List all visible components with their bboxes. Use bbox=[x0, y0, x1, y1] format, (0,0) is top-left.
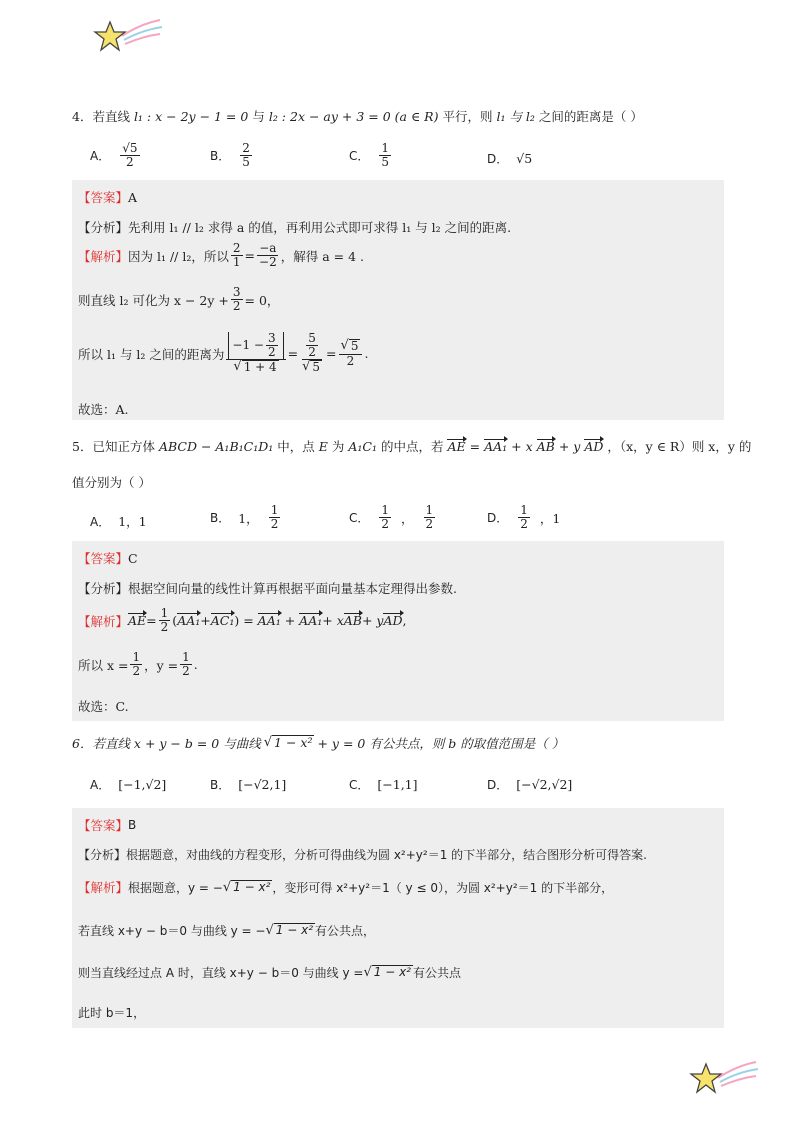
fraction bbox=[269, 504, 281, 531]
numerator: 1 bbox=[520, 503, 528, 517]
denominator: 1 bbox=[232, 255, 241, 270]
answer-value: A bbox=[128, 189, 138, 205]
q5-stem-text: 值分别为（ ） bbox=[72, 475, 151, 490]
solution-text: ，y = bbox=[144, 657, 179, 673]
numerator: 3 bbox=[232, 285, 241, 299]
vector-aa1: AA₁ bbox=[257, 613, 281, 629]
solution-text: 有公共点 bbox=[412, 966, 461, 980]
fraction bbox=[266, 332, 278, 359]
star-decoration-bottom-icon bbox=[688, 1056, 760, 1102]
q5-cube-name: ABCD − A₁B₁C₁D₁ bbox=[158, 439, 274, 454]
q4-solution-row-3 bbox=[78, 332, 368, 375]
q5-stem-text: ，（x，y ∈ R）则 x，y 的 bbox=[607, 439, 752, 454]
radicand: 5 bbox=[350, 339, 359, 354]
q6-option-d[interactable] bbox=[487, 776, 572, 793]
fraction bbox=[518, 504, 530, 531]
q5-stem-line-2 bbox=[72, 473, 151, 491]
denominator: 2 bbox=[346, 353, 355, 368]
option-letter: C． bbox=[349, 778, 370, 792]
option-letter: B． bbox=[210, 149, 231, 164]
radicand: 1 − x² bbox=[233, 879, 271, 894]
q5-stem-line-1 bbox=[72, 437, 751, 455]
q6-stem-text: + y = 0 有公共点，则 b 的取值范围是（ ） bbox=[317, 736, 565, 751]
q4-solution-row-1 bbox=[78, 242, 364, 269]
solution-text: 则当直线经过点 A 时，直线 x+y − b＝0 与曲线 y = bbox=[78, 966, 364, 980]
denominator: 2 bbox=[520, 517, 528, 532]
option-letter: A． bbox=[90, 149, 111, 164]
numerator: 1 bbox=[381, 503, 390, 517]
answer-value: C bbox=[128, 550, 138, 566]
sqrt bbox=[265, 923, 315, 938]
q4-analysis-row bbox=[78, 218, 511, 236]
plus-x: + x bbox=[511, 439, 533, 454]
plus-y: + y bbox=[361, 613, 384, 629]
analysis-tag: 【分析】 bbox=[78, 581, 129, 596]
answer-tag: 【答案】 bbox=[78, 551, 129, 566]
choose-text: 故选：C. bbox=[78, 699, 129, 714]
sqrt bbox=[223, 880, 273, 895]
q4-stem-text: 4．若直线 bbox=[72, 109, 130, 124]
denominator: −2 bbox=[259, 255, 277, 270]
equals-sign: = bbox=[244, 248, 256, 264]
denominator: 5 bbox=[381, 155, 390, 170]
distance-fraction bbox=[226, 332, 285, 375]
equals-sign: = bbox=[326, 346, 337, 362]
q6-stem bbox=[72, 734, 564, 752]
radicand: 1 − x² bbox=[373, 965, 411, 979]
q5-solution-row-2 bbox=[78, 651, 198, 678]
q6-stem-text: 6．若直线 x + y − b = 0 与曲线 bbox=[72, 736, 261, 751]
fraction bbox=[379, 142, 391, 169]
choose-text: 故选：A. bbox=[78, 402, 129, 417]
sqrt bbox=[363, 965, 413, 980]
fraction bbox=[120, 142, 139, 169]
sqrt bbox=[264, 735, 315, 750]
star-decoration-top-icon bbox=[92, 14, 164, 60]
vector-ae: AE bbox=[447, 439, 466, 454]
solution-text: 因为 l₁ // l₂，所以 bbox=[128, 248, 229, 264]
solution-tag: 【解析】 bbox=[78, 248, 129, 264]
solution-text: 此时 b＝1， bbox=[78, 1006, 146, 1020]
q5-options bbox=[90, 504, 722, 538]
option-value: √5 bbox=[516, 151, 533, 166]
fraction bbox=[339, 339, 363, 368]
numerator: 2 bbox=[232, 241, 241, 255]
option-letter: B． bbox=[210, 778, 231, 792]
numerator: 1 bbox=[425, 503, 434, 517]
numerator: 5 bbox=[308, 331, 316, 345]
q5-stem-text: 为 bbox=[331, 439, 345, 454]
denominator: 2 bbox=[308, 345, 316, 360]
q4-answer-row bbox=[78, 188, 137, 206]
denominator: 2 bbox=[160, 620, 169, 635]
option-value: 1， bbox=[238, 510, 259, 526]
q4-stem-lines: l₁ 与 l₂ bbox=[496, 109, 535, 124]
denominator: 2 bbox=[182, 664, 190, 679]
denominator: 2 bbox=[132, 664, 141, 679]
q5-stem-text: 的中点，若 bbox=[380, 439, 444, 454]
q4-solution-row-2 bbox=[78, 286, 279, 313]
q4-option-d[interactable] bbox=[487, 150, 532, 167]
fraction bbox=[257, 242, 279, 269]
vector-aa1: AA₁ bbox=[299, 613, 323, 629]
sqrt bbox=[341, 339, 361, 354]
q5-stem-text: 中，点 bbox=[277, 439, 315, 454]
radical-sign: √ bbox=[263, 735, 273, 751]
denominator: 2 bbox=[270, 517, 279, 532]
denominator bbox=[231, 360, 280, 375]
answer-tag: 【答案】 bbox=[78, 190, 129, 205]
option-value: [−√2,1] bbox=[238, 777, 287, 792]
q6-solution-row-3 bbox=[78, 964, 461, 981]
q6-solution-row-4 bbox=[78, 1004, 145, 1021]
numerator: 1 bbox=[182, 650, 190, 664]
denominator: 2 bbox=[381, 517, 390, 532]
q5-stem-text: 5．已知正方体 bbox=[72, 439, 155, 454]
q4-stem-text: 与 bbox=[252, 109, 265, 124]
q5-option-a[interactable] bbox=[90, 512, 147, 530]
numerator: 1 bbox=[160, 606, 169, 620]
vector-ac1: AC₁ bbox=[210, 613, 235, 629]
denominator: 5 bbox=[242, 155, 250, 170]
numerator bbox=[226, 332, 285, 360]
option-value: ，1 bbox=[539, 510, 561, 526]
plus-y: + y bbox=[558, 439, 581, 454]
q5-point-e: E bbox=[318, 439, 328, 454]
q4-options bbox=[90, 142, 722, 176]
denominator: 2 bbox=[267, 345, 276, 360]
option-letter: A． bbox=[90, 514, 111, 529]
q6-option-b[interactable] bbox=[210, 776, 286, 793]
period: . bbox=[364, 346, 369, 362]
radical-sign: √ bbox=[363, 965, 372, 980]
solution-tag: 【解析】 bbox=[78, 613, 129, 629]
sqrt bbox=[302, 360, 322, 375]
q6-option-a[interactable] bbox=[90, 776, 166, 793]
period: . bbox=[193, 657, 198, 673]
fraction bbox=[180, 651, 192, 678]
radicand: 1 − x² bbox=[275, 923, 314, 937]
q6-option-c[interactable] bbox=[349, 776, 418, 793]
numerator bbox=[302, 332, 322, 360]
numerator: 1 bbox=[132, 650, 141, 664]
option-letter: D． bbox=[487, 778, 509, 792]
equals-sign: = bbox=[239, 613, 258, 629]
q4-line-l1: l₁ : x − 2y − 1 = 0 bbox=[133, 109, 249, 124]
q4-solution-box bbox=[72, 180, 724, 420]
q5-solution-box bbox=[72, 541, 724, 721]
paren: ( bbox=[172, 613, 178, 629]
absolute-value bbox=[228, 332, 283, 359]
radical-sign: √ bbox=[302, 359, 311, 375]
denominator: 2 bbox=[232, 299, 241, 314]
analysis-tag: 【分析】 bbox=[78, 848, 127, 862]
answer-tag: 【答案】 bbox=[78, 818, 129, 833]
radical-sign: √ bbox=[233, 359, 242, 375]
option-value: [−1,√2] bbox=[118, 777, 167, 792]
q4-stem-text: 平行，则 bbox=[442, 109, 493, 124]
fraction bbox=[231, 242, 243, 269]
vector-ae: AE bbox=[128, 613, 147, 629]
radical-sign: √ bbox=[340, 338, 349, 354]
numerator: 1 bbox=[270, 503, 279, 517]
vector-ad: AD bbox=[383, 613, 403, 629]
q4-stem-text: 之间的距离是（ ） bbox=[538, 109, 643, 124]
option-letter: B． bbox=[210, 511, 231, 526]
vector-aa1: AA₁ bbox=[177, 613, 201, 629]
separator: ， bbox=[401, 510, 414, 526]
equals-sign: = bbox=[146, 613, 157, 629]
radical-sign: √ bbox=[265, 923, 274, 938]
numerator: −a bbox=[259, 241, 277, 255]
q6-options bbox=[90, 776, 722, 810]
radicand: 1 − x² bbox=[274, 735, 313, 751]
q5-option-d[interactable] bbox=[487, 504, 560, 531]
denominator: 2 bbox=[126, 155, 134, 170]
denominator: 2 bbox=[425, 517, 434, 532]
solution-text: ，变形可得 x²+y²＝1（ y ≤ 0），为圆 x²+y²＝1 的下半部分， bbox=[272, 880, 614, 895]
q5-option-c[interactable] bbox=[349, 504, 437, 531]
solution-text: 所以 l₁ 与 l₂ 之间的距离为 bbox=[78, 346, 225, 362]
solution-text: ，解得 a = 4 . bbox=[280, 248, 364, 264]
option-value: 1，1 bbox=[118, 514, 147, 529]
option-letter: C． bbox=[349, 511, 370, 526]
q6-solution-row-1 bbox=[78, 878, 613, 896]
solution-tag: 【解析】 bbox=[78, 880, 129, 895]
q5-segment: A₁C₁ bbox=[348, 439, 377, 454]
q4-option-b[interactable] bbox=[210, 142, 254, 169]
vector-aa1: AA₁ bbox=[484, 439, 508, 454]
fraction bbox=[240, 142, 252, 169]
q4-choose-row bbox=[78, 400, 129, 418]
q5-analysis-row bbox=[78, 579, 457, 597]
vector-ab: AB bbox=[536, 439, 555, 454]
solution-text: 有公共点， bbox=[315, 924, 376, 938]
sqrt bbox=[233, 360, 278, 375]
option-value: [−1,1] bbox=[377, 777, 418, 792]
analysis-text: 先利用 l₁ // l₂ 求得 a 的值，再利用公式即可求得 l₁ 与 l₂ 之间的距离. bbox=[128, 220, 512, 235]
radicand: 1 + 4 bbox=[243, 360, 277, 375]
fraction bbox=[300, 332, 324, 375]
analysis-tag: 【分析】 bbox=[78, 220, 129, 235]
numerator bbox=[339, 339, 363, 355]
solution-text: 所以 x = bbox=[78, 657, 129, 673]
abs-text: −1 − bbox=[232, 338, 264, 353]
q6-analysis-row bbox=[78, 846, 647, 863]
vector-ab: AB bbox=[343, 613, 362, 629]
fraction bbox=[424, 504, 436, 531]
q6-solution-box bbox=[72, 808, 724, 1028]
option-value: [−√2,√2] bbox=[516, 777, 573, 792]
equals-sign: = bbox=[287, 346, 299, 362]
comma: , bbox=[402, 613, 407, 629]
q4-option-c[interactable] bbox=[349, 142, 393, 169]
option-letter: A． bbox=[90, 778, 111, 792]
fraction bbox=[130, 651, 142, 678]
q4-stem bbox=[72, 107, 643, 125]
q4-line-l2: l₂ : 2x − ay + 3 = 0 (a ∈ R) bbox=[268, 109, 439, 124]
q5-option-b[interactable] bbox=[210, 504, 282, 531]
paren: ) bbox=[234, 613, 240, 629]
fraction bbox=[159, 607, 171, 634]
numerator: √5 bbox=[122, 141, 138, 155]
q5-choose-row bbox=[78, 697, 129, 715]
analysis-text: 根据空间向量的线性计算再根据平面向量基本定理得出参数. bbox=[128, 581, 457, 596]
solution-text: 根据题意，y = − bbox=[128, 880, 223, 895]
option-letter: C． bbox=[349, 149, 370, 164]
q6-solution-row-2 bbox=[78, 922, 375, 939]
equals-sign: = bbox=[469, 439, 481, 454]
q5-solution-row-1 bbox=[78, 607, 407, 634]
option-letter: D． bbox=[487, 511, 509, 526]
q6-answer-row bbox=[78, 816, 136, 834]
numerator: 3 bbox=[267, 331, 276, 345]
radicand: 5 bbox=[312, 360, 321, 375]
fraction bbox=[306, 332, 318, 359]
numerator: 2 bbox=[242, 141, 250, 155]
fraction bbox=[231, 286, 243, 313]
fraction bbox=[379, 504, 391, 531]
solution-text: 则直线 l₂ 可化为 x − 2y + bbox=[78, 292, 229, 308]
solution-text: 若直线 x+y − b＝0 与曲线 y = − bbox=[78, 924, 266, 938]
answer-value: B bbox=[128, 818, 137, 832]
plus-sign: + bbox=[280, 613, 300, 629]
plus-sign: + bbox=[200, 613, 211, 629]
numerator: 1 bbox=[381, 141, 390, 155]
denominator bbox=[300, 360, 324, 375]
q4-option-a[interactable] bbox=[90, 142, 142, 169]
solution-text: = 0， bbox=[244, 292, 280, 308]
q5-answer-row bbox=[78, 549, 138, 567]
plus-x: + x bbox=[322, 613, 344, 629]
vector-ad: AD bbox=[584, 439, 604, 454]
analysis-text: 根据题意，对曲线的方程变形，分析可得曲线为圆 x²+y²＝1 的下半部分，结合图形分析可得答案. bbox=[126, 848, 647, 862]
radical-sign: √ bbox=[222, 879, 232, 895]
option-letter: D． bbox=[487, 152, 509, 166]
